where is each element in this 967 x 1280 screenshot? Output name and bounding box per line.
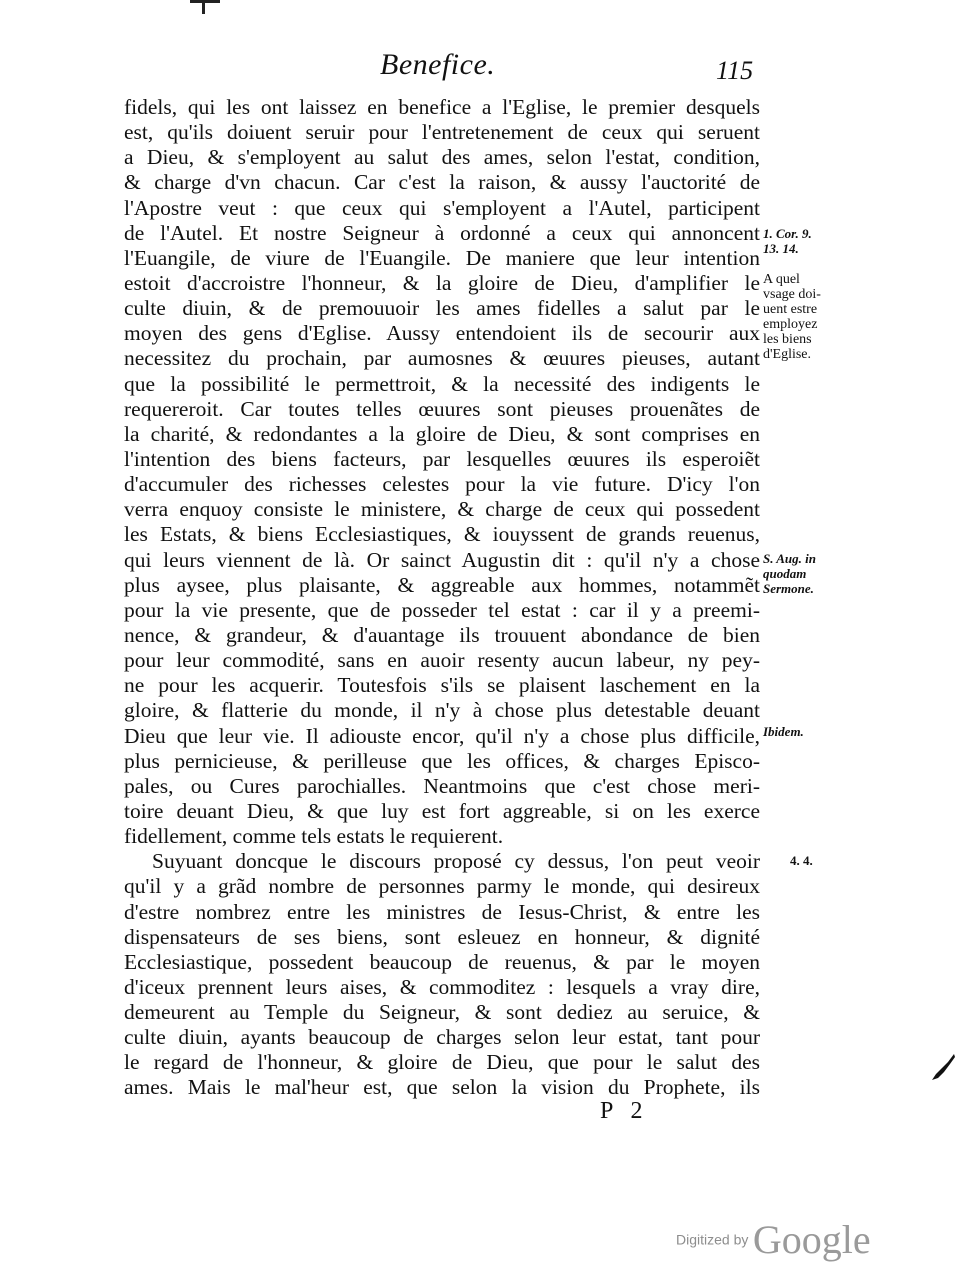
margin-note-citation bbox=[790, 853, 890, 868]
text-line: l'intention des biens facteurs, par lesquelles œuures ils esperoiẽt bbox=[124, 446, 760, 471]
margin-note-line: 13. 14. bbox=[763, 241, 799, 256]
text-line: nence, & grandeur, & d'auantage ils trouuent abondance de bien bbox=[124, 622, 760, 647]
text-line: la charité, & redondantes a la gloire de Dieu, & sont comprises en bbox=[124, 421, 760, 446]
text-line: les Estats, & biens Ecclesiastiques, & iouyssent de grands reuenus, bbox=[124, 522, 760, 547]
text-line: plus aysee, plus plaisante, & aggreable aux hommes, notammẽt bbox=[124, 572, 760, 597]
text-line: pour leur commodité, sans en auoir resenty aucun labeur, ny pey- bbox=[124, 648, 760, 673]
margin-note-line: A quel bbox=[763, 272, 800, 287]
body-text bbox=[124, 95, 760, 1101]
text-line: le regard de l'honneur, & gloire de Dieu, que pour le salut des bbox=[124, 1050, 760, 1075]
text-line: l'Apostre veut : que ceux qui s'employent a l'Autel, participent bbox=[124, 195, 760, 220]
text-line: d'accumuler des richesses celestes pour la vie future. D'icy l'on bbox=[124, 472, 760, 497]
text-line: demeurent au Temple du Seigneur, & sont dediez au seruice, & bbox=[124, 1000, 760, 1025]
watermark bbox=[676, 1216, 871, 1263]
text-line: qui leurs viennent de là. Or sainct Augustin dit : qu'il n'y a chose bbox=[124, 547, 760, 572]
ink-blot-icon bbox=[930, 1052, 956, 1082]
text-line: qu'il y a grãd nombre de personnes parmy le monde, qui desireux bbox=[124, 874, 760, 899]
text-line: pour la vie presente, que de posseder tel estat : car il y a preemi- bbox=[124, 597, 760, 622]
watermark-prefix: Digitized by bbox=[676, 1231, 749, 1248]
text-line: fidellement, comme tels estats le requierent. bbox=[124, 824, 504, 849]
page-number: 115 bbox=[716, 56, 754, 85]
text-line: verra enquoy consiste le ministere, & charge de ceux qui possedent bbox=[124, 497, 760, 522]
margin-note-line: uent estre bbox=[763, 302, 818, 317]
margin-note-citation bbox=[763, 551, 863, 596]
text-line: gloire, & flatterie du monde, il n'y à chose plus detestable deuant bbox=[124, 698, 760, 723]
text-line: Dieu que leur vie. Il adiouste encor, qu'il n'y a chose plus difficile, bbox=[124, 723, 760, 748]
text-line: ne pour les acquerir. Toutesfois s'ils se plaisent laschement en la bbox=[124, 673, 760, 698]
text-line: estoit d'accroistre l'honneur, & la gloire de Dieu, d'amplifier le bbox=[124, 270, 760, 295]
text-line: l'Euangile, de viure de l'Euangile. De maniere que leur intention bbox=[124, 245, 760, 270]
margin-note-line: quodam bbox=[763, 566, 807, 581]
text-line: fidels, qui les ont laissez en benefice a l'Eglise, le premier desquels bbox=[124, 95, 760, 119]
printers-mark bbox=[190, 0, 220, 17]
margin-note-line: S. Aug. in bbox=[763, 551, 816, 566]
text-line: culte diuin, & de premouuoir les ames fidelles a salut par le bbox=[124, 296, 760, 321]
text-line: de l'Autel. Et nostre Seigneur à ordonné a ceux qui annoncent bbox=[124, 220, 760, 245]
margin-note-line: Ibidem. bbox=[763, 724, 804, 739]
text-line: dispensateurs de ses biens, sont esleuez en honneur, & dignité bbox=[124, 924, 760, 949]
margin-note-line: les biens bbox=[763, 332, 812, 347]
margin-note-line: 4. 4. bbox=[790, 853, 813, 868]
text-line: moyen des gens d'Eglise. Aussy entendoient ils de secourir aux bbox=[124, 321, 760, 346]
text-line: d'estre nombrez entre les ministres de Iesus-Christ, & entre les bbox=[124, 899, 760, 924]
watermark-brand: Google bbox=[752, 1217, 871, 1262]
margin-note-summary bbox=[763, 272, 863, 362]
text-line: pales, ou Cures parochialles. Neantmoins que c'est chose meri- bbox=[124, 773, 760, 798]
text-line: Ecclesiastique, possedent beaucoup de reuenus, & par le moyen bbox=[124, 949, 760, 974]
text-line: est, qu'ils doiuent seruir pour l'entretenement de ceux qui seruent bbox=[124, 120, 760, 145]
margin-note-line: 1. Cor. 9. bbox=[763, 226, 812, 241]
margin-note-citation bbox=[763, 226, 863, 256]
text-line: toire deuant Dieu, & que luy est fort aggreable, si on les exerce bbox=[124, 798, 760, 823]
text-line: necessitez du prochain, par aumosnes & œuures pieuses, autant bbox=[124, 346, 760, 371]
text-line: requereroit. Car toutes telles œuures sont pieuses prouenãtes de bbox=[124, 396, 760, 421]
margin-note-line: vsage doi- bbox=[763, 287, 821, 302]
text-line: & charge d'vn chacun. Car c'est la raison, & aussy l'auctorité de bbox=[124, 170, 760, 195]
running-title: Benefice. bbox=[380, 48, 496, 81]
margin-note-citation bbox=[763, 724, 863, 739]
margin-note-line: employez bbox=[763, 317, 818, 332]
text-line: culte diuin, ayants beaucoup de charges selon leur estat, tant pour bbox=[124, 1025, 760, 1050]
text-line: ames. Mais le mal'heur est, que selon la vision du Prophete, ils bbox=[124, 1075, 760, 1100]
signature-mark: P 2 bbox=[600, 1098, 649, 1124]
text-line: Suyuant doncque le discours proposé cy dessus, l'on peut veoir bbox=[152, 849, 760, 874]
text-line: d'iceux prennent leurs aises, & commoditez : lesquels a vray dire, bbox=[124, 974, 760, 999]
text-line: que la possibilité le permettroit, & la necessité des indigents le bbox=[124, 371, 760, 396]
text-line: plus pernicieuse, & perilleuse que les offices, & charges Episco- bbox=[124, 748, 760, 773]
margin-note-line: Sermone. bbox=[763, 581, 814, 596]
margin-note-line: d'Eglise. bbox=[763, 347, 812, 362]
text-line: a Dieu, & s'employent au salut des ames, selon l'estat, condition, bbox=[124, 145, 760, 170]
